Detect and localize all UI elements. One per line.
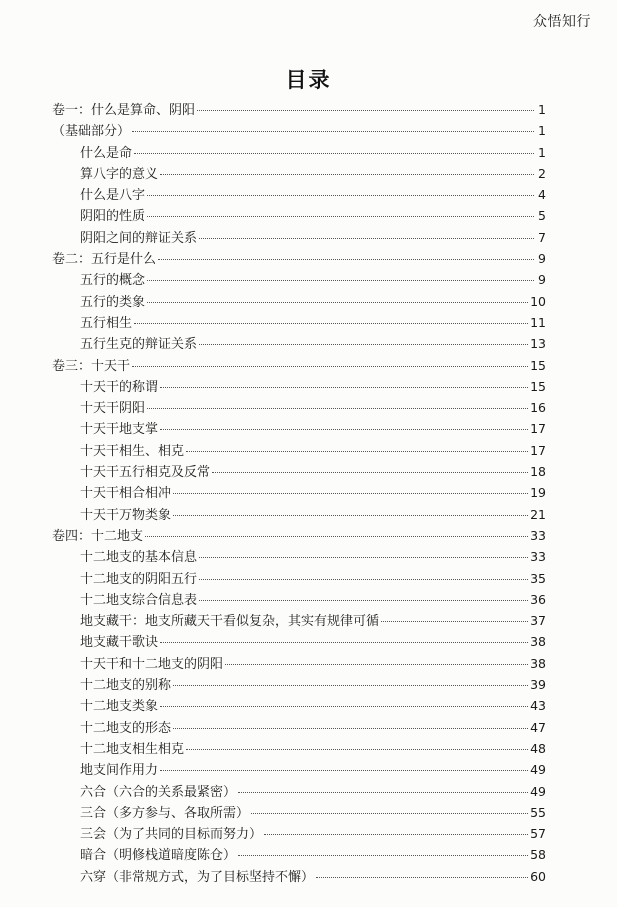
toc-entry-page-number: 49 [530,783,546,799]
table-of-contents [52,99,546,887]
toc-entry-page-number: 58 [530,847,546,863]
dot-leader [381,621,528,622]
toc-entry[interactable] [52,546,546,567]
toc-entry-page-number: 1 [538,144,546,160]
toc-entry[interactable] [52,184,546,205]
dot-leader [316,877,528,878]
toc-entry-label: 十天干万物类象 [80,507,172,523]
toc-entry[interactable] [52,440,546,461]
toc-entry-page-number: 57 [530,826,546,842]
toc-entry-label: 五行相生 [80,315,133,331]
dot-leader [147,302,528,303]
toc-entry-label: 十二地支的基本信息 [80,550,198,566]
toc-entry-page-number: 21 [530,506,546,522]
dot-leader [197,110,534,111]
toc-entry[interactable] [52,291,546,312]
toc-entry-label: 十天干相生、相克 [80,443,185,459]
dot-leader [145,536,528,537]
toc-entry-page-number: 15 [530,378,546,394]
toc-entry-page-number: 47 [530,719,546,735]
toc-entry[interactable] [52,781,546,802]
toc-entry-page-number: 37 [530,613,546,629]
toc-entry-page-number: 1 [538,123,546,139]
toc-entry-label: 十二地支的形态 [80,720,172,736]
toc-entry-page-number: 60 [530,868,546,884]
toc-entry-page-number: 38 [530,634,546,650]
toc-entry[interactable] [52,631,546,652]
dot-leader [173,685,528,686]
toc-entry[interactable] [52,142,546,163]
dot-leader [160,642,528,643]
dot-leader [238,792,528,793]
brand-text: 众悟知行 [533,14,591,30]
dot-leader [251,813,528,814]
toc-entry-page-number: 15 [530,357,546,373]
toc-entry-label: 十天干地支掌 [80,422,159,438]
dot-leader [199,557,528,558]
dot-leader [199,344,528,345]
toc-entry[interactable] [52,482,546,503]
toc-entry-page-number: 17 [530,421,546,437]
dot-leader [158,259,534,260]
dot-leader [160,770,528,771]
toc-entry-label: （基础部分） [52,124,131,140]
toc-entry[interactable] [52,99,546,120]
toc-entry[interactable] [52,802,546,823]
toc-entry[interactable] [52,376,546,397]
toc-entry[interactable] [52,227,546,248]
toc-entry[interactable] [52,738,546,759]
dot-leader [186,451,528,452]
toc-entry-page-number: 33 [530,527,546,543]
toc-entry-label: 阴阳的性质 [80,209,146,225]
toc-entry[interactable] [52,312,546,333]
dot-leader [173,493,528,494]
toc-entry-page-number: 5 [538,208,546,224]
toc-entry[interactable] [52,120,546,141]
dot-leader [147,216,534,217]
dot-leader [132,366,528,367]
toc-entry[interactable] [52,844,546,865]
toc-entry-page-number: 7 [538,229,546,245]
toc-entry-page-number: 10 [530,293,546,309]
dot-leader [199,600,528,601]
toc-entry[interactable] [52,504,546,525]
dot-leader [147,408,528,409]
toc-entry-page-number: 38 [530,655,546,671]
toc-entry-label: 阴阳之间的辩证关系 [80,230,198,246]
toc-entry-label: 卷一：什么是算命、阴阳 [52,103,196,118]
dot-leader [212,472,528,473]
toc-entry-label: 三合（多方参与、各取所需） [80,805,250,821]
toc-entry[interactable] [52,653,546,674]
toc-entry-label: 十二地支综合信息表 [80,592,198,608]
dot-leader [160,706,528,707]
toc-entry[interactable] [52,418,546,439]
dot-leader [160,174,534,175]
dot-leader [199,579,528,580]
toc-entry-label: 三会（为了共同的目标而努力） [80,827,263,843]
toc-entry-page-number: 39 [530,677,546,693]
dot-leader [160,429,528,430]
toc-entry-label: 十二地支相生相克 [80,741,185,757]
toc-entry[interactable] [52,461,546,482]
toc-entry[interactable] [52,823,546,844]
toc-entry[interactable] [52,205,546,226]
toc-entry-page-number: 55 [530,804,546,820]
toc-entry-label: 什么是八字 [80,188,146,204]
toc-entry[interactable] [52,269,546,290]
toc-entry-page-number: 49 [530,762,546,778]
toc-entry-page-number: 43 [530,698,546,714]
dot-leader [238,855,528,856]
toc-entry-page-number: 9 [538,251,546,267]
toc-entry[interactable] [52,568,546,589]
toc-entry-label: 十天干五行相克及反常 [80,465,211,481]
toc-entry-page-number: 13 [530,336,546,352]
dot-leader [147,195,534,196]
toc-entry-label: 地支藏干歌诀 [80,635,159,651]
toc-entry-label: 五行的概念 [80,273,146,289]
dot-leader [264,834,528,835]
toc-entry-label: 十二地支的阴阳五行 [80,571,198,587]
toc-entry-page-number: 36 [530,591,546,607]
toc-entry[interactable] [52,355,546,376]
toc-entry-page-number: 4 [538,187,546,203]
toc-entry-page-number: 33 [530,549,546,565]
toc-entry-page-number: 9 [538,272,546,288]
dot-leader [173,728,528,729]
toc-entry-label: 十二地支类象 [80,699,159,715]
toc-entry-page-number: 1 [538,102,546,117]
toc-entry[interactable] [52,248,546,269]
dot-leader [199,238,534,239]
toc-entry[interactable] [52,397,546,418]
toc-entry[interactable] [52,525,546,546]
toc-entry-page-number: 48 [530,740,546,756]
toc-entry-page-number: 2 [538,165,546,181]
toc-entry[interactable] [52,333,546,354]
toc-entry-label: 六合（六合的关系最紧密） [80,784,237,800]
toc-entry-label: 十二地支的别称 [80,678,172,694]
toc-entry[interactable] [52,717,546,738]
toc-entry-label: 五行的类象 [80,294,146,310]
toc-entry[interactable] [52,866,546,887]
toc-entry[interactable] [52,610,546,631]
toc-entry[interactable] [52,589,546,610]
toc-entry[interactable] [52,695,546,716]
toc-entry-label: 五行生克的辩证关系 [80,337,198,353]
toc-entry-label: 六穿（非常规方式，为了目标坚持不懈） [80,869,315,885]
toc-entry-label: 什么是命 [80,145,133,161]
toc-entry-page-number: 11 [530,314,546,330]
toc-entry-label: 卷二：五行是什么 [52,252,157,268]
toc-entry-label: 十天干的称谓 [80,379,159,395]
dot-leader [134,153,534,154]
toc-entry-label: 十天干相合相冲 [80,486,172,502]
dot-leader [134,323,528,324]
toc-entry-page-number: 16 [530,400,546,416]
dot-leader [186,749,528,750]
toc-entry-label: 地支藏干：地支所藏天干看似复杂，其实有规律可循 [80,614,380,630]
toc-entry-label: 卷三：十天干 [52,358,131,374]
toc-entry-label: 十天干和十二地支的阴阳 [80,656,224,672]
toc-entry-page-number: 17 [530,442,546,458]
toc-entry[interactable] [52,163,546,184]
toc-entry-page-number: 35 [530,570,546,586]
page-title: 目录 [285,68,332,92]
toc-entry-page-number: 18 [530,464,546,480]
dot-leader [132,131,534,132]
dot-leader [173,515,528,516]
toc-entry-label: 卷四：十二地支 [52,528,144,544]
dot-leader [160,387,528,388]
toc-entry-label: 暗合（明修栈道暗度陈仓） [80,848,237,864]
toc-entry[interactable] [52,759,546,780]
dot-leader [147,280,534,281]
toc-entry-label: 算八字的意义 [80,166,159,182]
dot-leader [225,664,528,665]
toc-entry[interactable] [52,674,546,695]
toc-entry-page-number: 19 [530,485,546,501]
toc-entry-label: 十天干阴阳 [80,401,146,417]
toc-entry-label: 地支间作用力 [80,763,159,779]
